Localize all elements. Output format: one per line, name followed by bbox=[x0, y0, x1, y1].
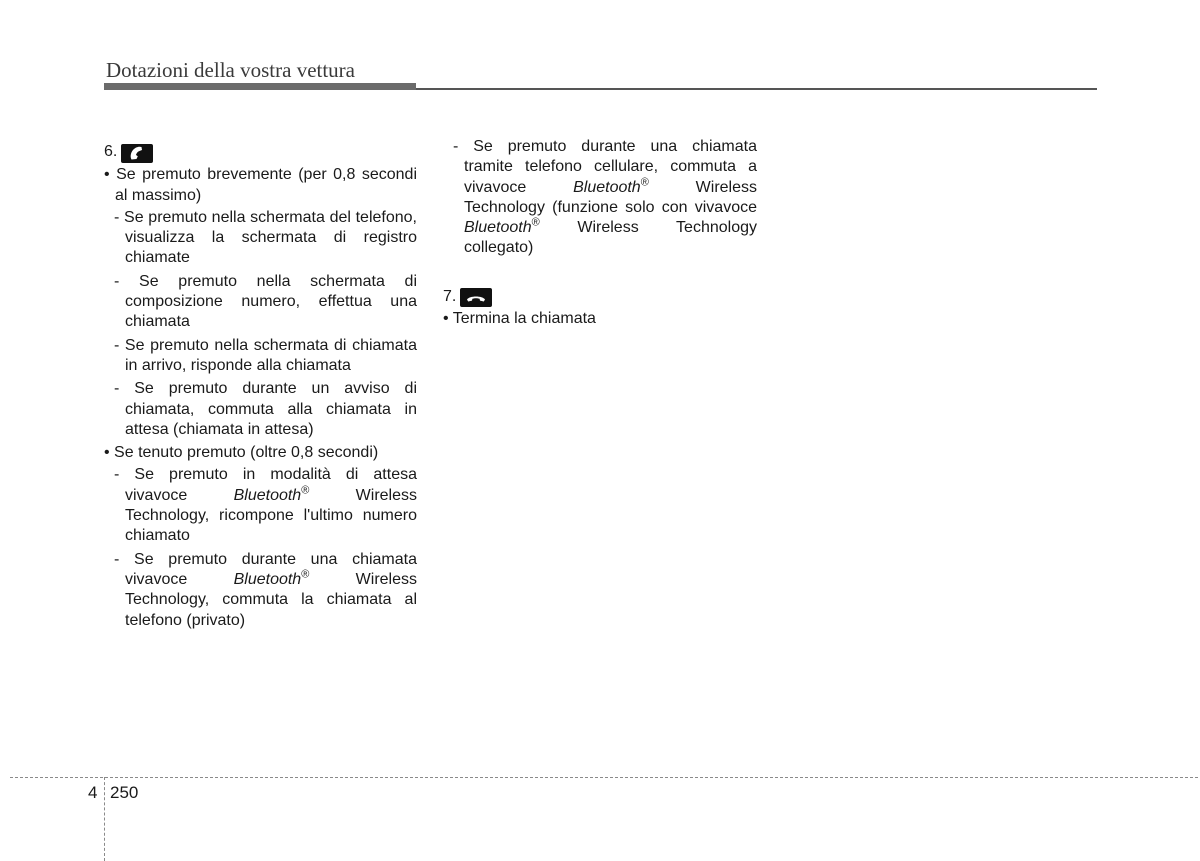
header-rule-thin bbox=[416, 88, 1097, 90]
list-subitem: - Se premuto durante una chiamata tramite telefono cellulare, commuta a vivavoce Bluetooth® Wireless Technology (funzione solo con vivavoce Bluetooth® Wireless Technology collegato) bbox=[453, 138, 757, 257]
item-6-number: 6. bbox=[104, 143, 118, 160]
list-subitem: - Se premuto durante un avviso di chiamata, commuta alla chiamata in attesa (chiamata in attesa) bbox=[114, 380, 417, 438]
list-subitem: - Se premuto nella schermata di composizione numero, effettua una chiamata bbox=[114, 272, 418, 331]
header-rule-thick bbox=[104, 83, 416, 90]
item-7-number: 7. bbox=[443, 287, 457, 305]
item-7-heading bbox=[443, 287, 757, 307]
list-subitem: - Se premuto in modalità di attesa vivavoce Bluetooth® Wireless Technology, ricompone l'ultimo numero chiamato bbox=[114, 466, 417, 545]
page-header-title: Dotazioni della vostra vettura bbox=[106, 58, 355, 82]
list-item: • Se premuto brevemente (per 0,8 secondi al massimo) bbox=[104, 166, 418, 204]
footer-vertical-rule bbox=[104, 777, 105, 861]
item-6-heading bbox=[104, 142, 417, 162]
list-subitem: - Se premuto durante una chiamata vivavoce Bluetooth® Wireless Technology, commuta la chiamata al telefono (privato) bbox=[114, 550, 417, 629]
list-item: • Termina la chiamata bbox=[443, 310, 596, 328]
list-item: • Se tenuto premuto (oltre 0,8 secondi) bbox=[104, 444, 379, 462]
call-end-icon bbox=[460, 288, 492, 307]
list-subitem: - Se premuto nella schermata del telefono, visualizza la schermata di registro chiamate bbox=[114, 208, 417, 267]
footer-rule bbox=[10, 777, 1198, 778]
list-subitem: - Se premuto nella schermata di chiamata in arrivo, risponde alla chiamata bbox=[114, 336, 417, 374]
page-number: 250 bbox=[110, 783, 139, 802]
left-column bbox=[104, 142, 417, 631]
right-column bbox=[443, 137, 757, 329]
call-answer-icon bbox=[121, 144, 153, 163]
chapter-number: 4 bbox=[88, 783, 98, 802]
